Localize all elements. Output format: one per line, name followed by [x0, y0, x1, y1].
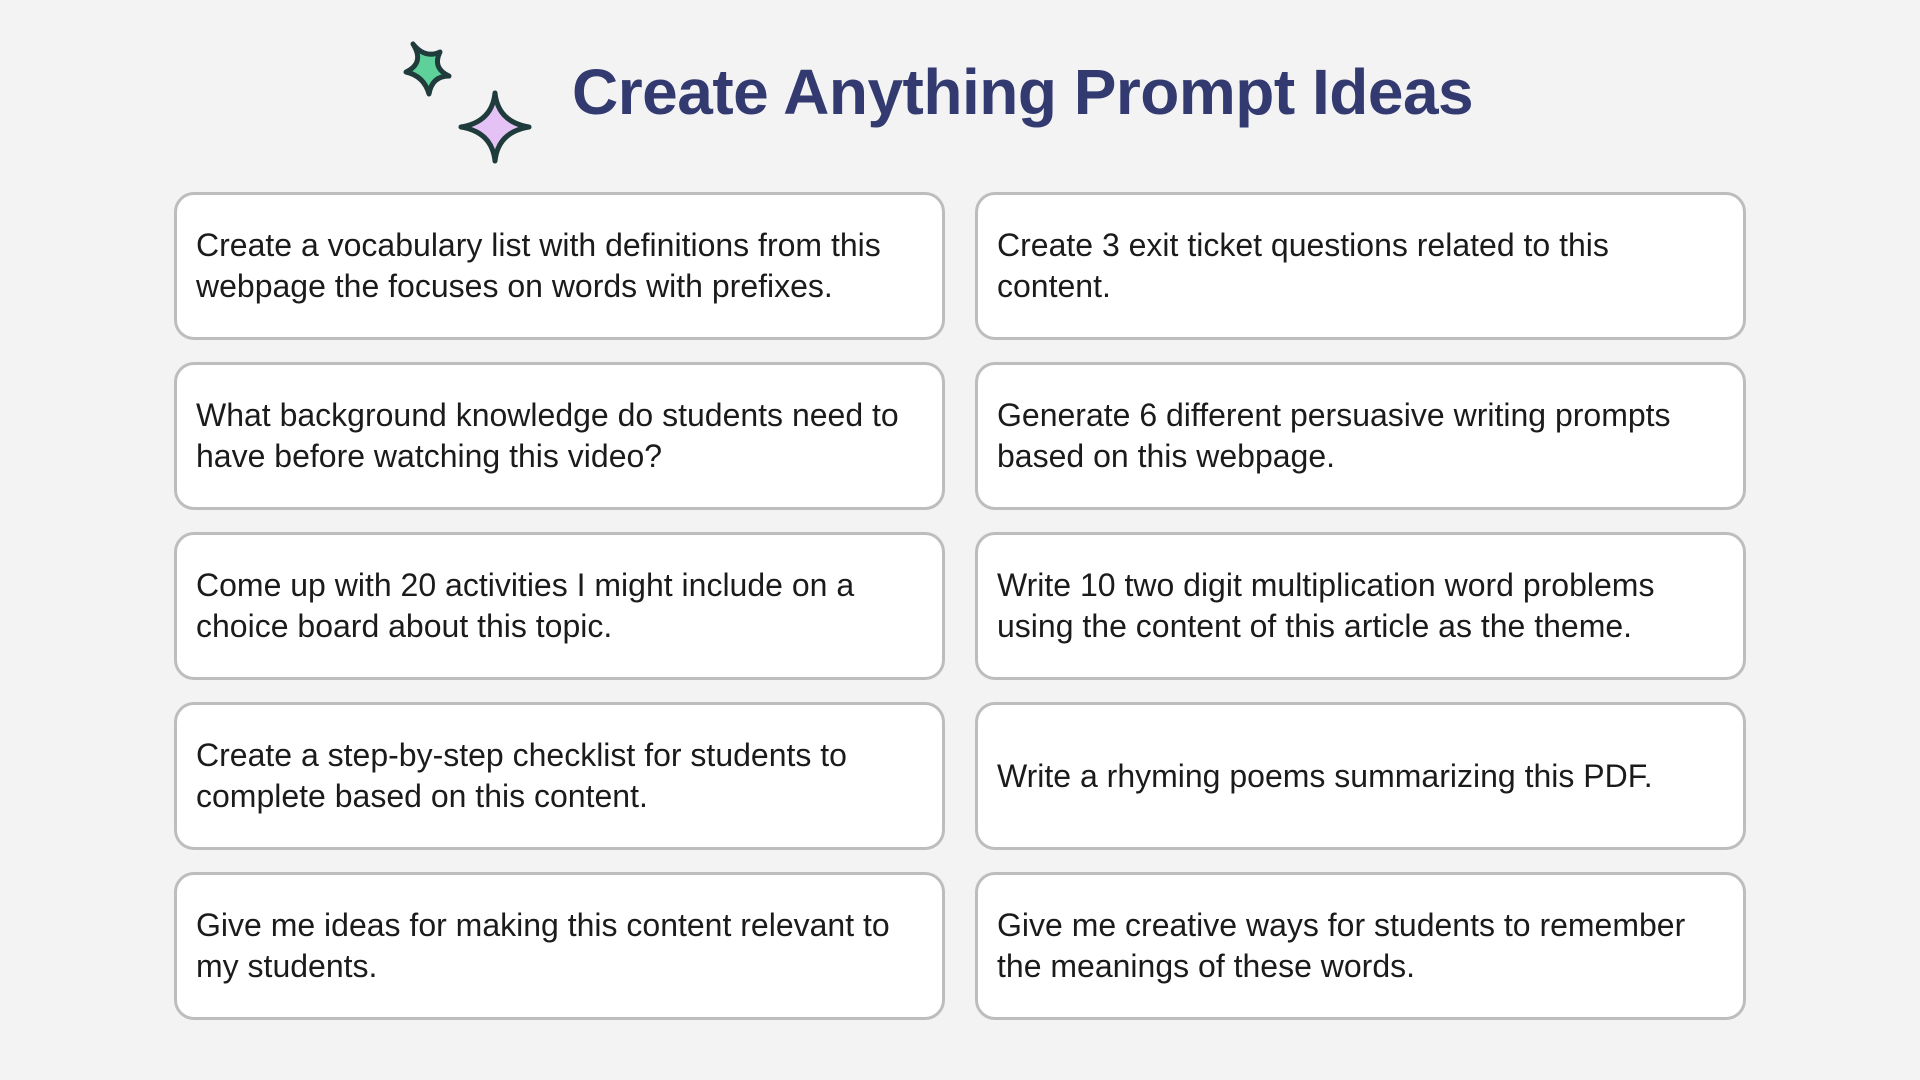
header [0, 0, 1920, 180]
prompt-card[interactable] [975, 872, 1746, 1020]
prompt-card[interactable] [174, 192, 945, 340]
prompt-text: Create a vocabulary list with definitions from this webpage the focuses on words with prefixes. [196, 227, 881, 304]
prompt-text: Create a step-by-step checklist for students to complete based on this content. [196, 737, 847, 814]
prompt-text: Create 3 exit ticket questions related to this content. [997, 227, 1609, 304]
page-title: Create Anything Prompt Ideas [572, 56, 1474, 128]
prompt-text: Give me ideas for making this content relevant to my students. [196, 907, 890, 984]
prompt-card[interactable] [975, 532, 1746, 680]
prompt-text: Give me creative ways for students to remember the meanings of these words. [997, 907, 1686, 984]
sparkle-icon [456, 88, 534, 166]
prompt-text: Generate 6 different persuasive writing prompts based on this webpage. [997, 397, 1671, 474]
prompt-card[interactable] [975, 702, 1746, 850]
prompt-card[interactable] [174, 532, 945, 680]
prompt-card[interactable] [174, 702, 945, 850]
prompt-card[interactable] [975, 362, 1746, 510]
prompt-card[interactable] [174, 872, 945, 1020]
prompt-text: Write a rhyming poems summarizing this PDF. [997, 757, 1653, 794]
prompt-card[interactable] [174, 362, 945, 510]
sparkles-group [398, 36, 538, 166]
prompt-text: What background knowledge do students need to have before watching this video? [196, 397, 899, 474]
prompt-grid [174, 192, 1746, 1020]
prompt-text: Write 10 two digit multiplication word problems using the content of this article as the theme. [997, 567, 1655, 644]
prompt-text: Come up with 20 activities I might include on a choice board about this topic. [196, 567, 855, 644]
prompt-card[interactable] [975, 192, 1746, 340]
